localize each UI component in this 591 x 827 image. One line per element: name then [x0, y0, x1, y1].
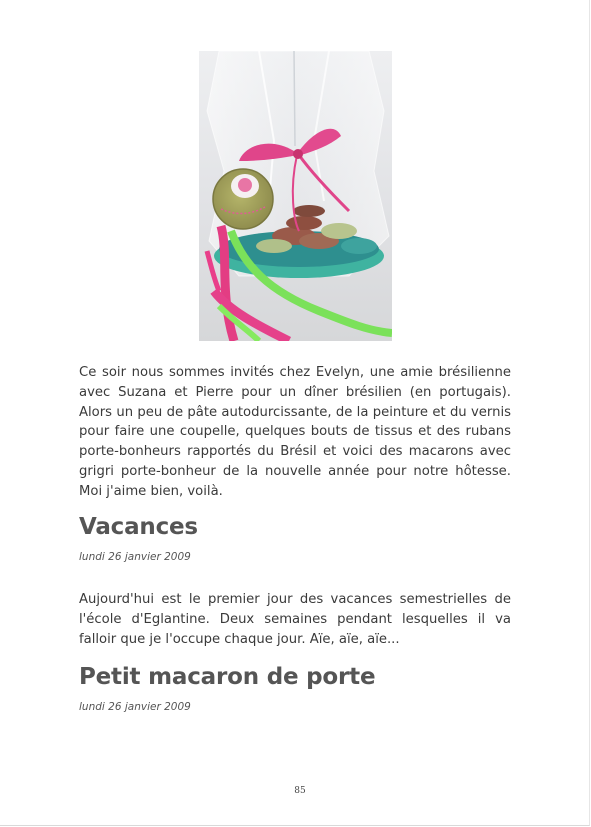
article-title: Vacances — [79, 514, 198, 540]
article-date: lundi 26 janvier 2009 — [79, 701, 191, 713]
article-date: lundi 26 janvier 2009 — [79, 551, 191, 563]
article-paragraph: Ce soir nous sommes invités chez Evelyn, une amie brésilienne avec Suzana et Pierre pour un dîner brésilien (en portugais). Alors un peu de pâte autodurcissante, de la peinture et du vernis pour faire une coupelle, quelques bouts de tissus et des rubans porte-bonheurs rapportés du Brésil et voici des macarons avec grigri porte-bonheur de la nouvelle année pour notre hôtesse. Moi j'aime bien, voilà. — [79, 365, 511, 499]
gift-photo — [199, 51, 392, 341]
article-title: Petit macaron de porte — [79, 664, 376, 690]
article-paragraph: Aujourd'hui est le premier jour des vacances semestrielles de l'école d'Eglantine. Deux semaines pendant lesquelles il va falloir que je l'occupe chaque jour. Aïe, aïe, aïe... — [79, 592, 511, 647]
page-number: 85 — [294, 786, 306, 796]
